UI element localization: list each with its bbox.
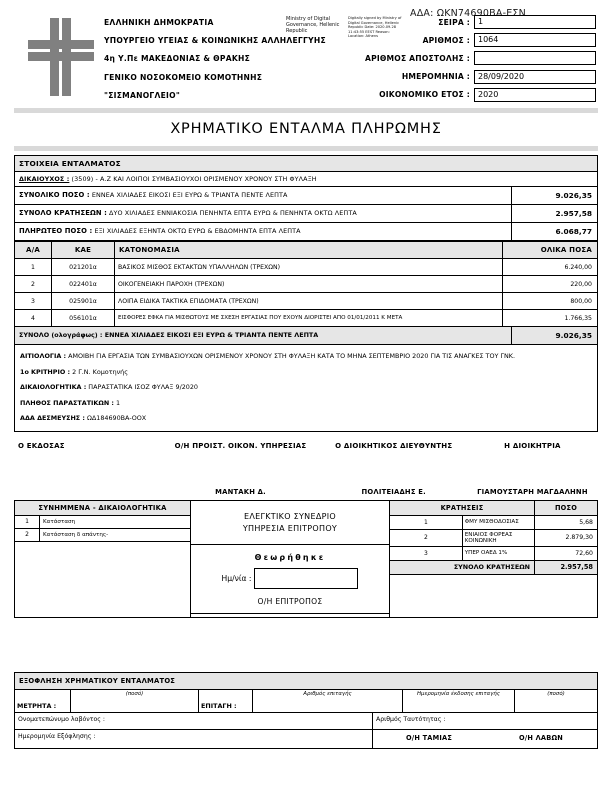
cell-desc: ΟΙΚΟΓΕΝΕΙΑΚΗ ΠΑΡΟΧΗ (ΤΡΕΧΩΝ) bbox=[115, 276, 503, 293]
cell-amount: 220,00 bbox=[503, 276, 598, 293]
cash-label: ΜΕΤΡΗΤΑ : bbox=[17, 702, 57, 710]
approved-word: Θεωρήθηκε bbox=[254, 552, 326, 562]
stamp-authority-text: Ministry of Digital Governance, Hellenic Republic bbox=[286, 16, 340, 35]
line-items-total-label: ΣΥΝΟΛΟ (ολογράφως) : ΕΝΝΕΑ ΧΙΛΙΑΔΕΣ ΕΙΚΟΣΙ ΕΞΙ ΕΥΡΩ & ΤΡΙΑΝΤΑ ΠΕΝΤΕ ΛΕΠΤΑ bbox=[19, 331, 319, 339]
deduction-name: ΥΠΕΡ ΟΑΕΔ 1% bbox=[462, 546, 534, 560]
table-row bbox=[390, 515, 597, 529]
document-count-line bbox=[20, 398, 592, 410]
supporting-docs-label: ΔΙΚΑΙΟΛΟΓΗΤΙΚΑ : bbox=[20, 383, 87, 391]
table-row bbox=[390, 529, 597, 546]
cell-amount: 800,00 bbox=[503, 293, 598, 310]
cell-kae: 021201α bbox=[52, 259, 115, 276]
ada-code: ΩΚΝ74690ΒΑ-ΕΣΝ bbox=[436, 8, 526, 19]
deductions-header-name: ΚΡΑΤΗΣΕΙΣ bbox=[390, 501, 535, 516]
cell-desc: ΕΙΣΦΟΡΕΣ ΕΦΚΑ ΓΙΑ ΜΙΣΘΩΤΟΥΣ ΜΕ ΣΧΕΣΗ ΕΡΓΑΣΙΑΣ ΠΟΥ ΕΧΟΥΝ ΔΙΟΡΙΣΤΕΙ ΑΠΟ 01/01/2011 Κ ΜΕΤΑ bbox=[115, 310, 503, 327]
summary-payable-words: ΕΞΙ ΧΙΛΙΑΔΕΣ ΕΞΗΝΤΑ ΟΚΤΩ ΕΥΡΩ & ΕΒΔΟΜΗΝΤΑ ΕΠΤΑ ΛΕΠΤΑ bbox=[94, 227, 301, 235]
commitment-ada-value: ΩΔ184690ΒΑ-ΟΟΧ bbox=[87, 414, 147, 422]
criterion-line bbox=[20, 367, 592, 379]
value-arithmos[interactable]: 1064 bbox=[474, 33, 596, 47]
check-number-hint: Αριθμός επιταγής bbox=[303, 691, 352, 697]
discharge-recipient-row bbox=[15, 713, 597, 730]
discharge-block bbox=[14, 672, 598, 749]
signature-name-admin-director: ΠΟΛΙΤΕΙΑΔΗΣ Ε. bbox=[361, 487, 426, 496]
deduction-amount: 5,68 bbox=[535, 515, 598, 529]
summary-deductions-words: ΔΥΟ ΧΙΛΙΑΔΕΣ ΕΝΝΙΑΚΟΣΙΑ ΠΕΝΗΝΤΑ ΕΠΤΑ ΕΥΡΩ & ΠΕΝΗΝΤΑ ΟΚΤΩ ΛΕΠΤΑ bbox=[109, 209, 357, 217]
signature-role-finance: Ο/Η ΠΡΟΙΣΤ. ΟΙΚΟΝ. ΥΠΗΡΕΣΙΑΣ bbox=[174, 441, 307, 450]
column-header-desc: ΚΑΤΟΝΟΜΑΣΙΑ bbox=[115, 242, 503, 259]
value-seira[interactable]: 1 bbox=[474, 15, 596, 29]
summary-total-words: ΕΝΝΕΑ ΧΙΛΙΑΔΕΣ ΕΙΚΟΣΙ ΕΞΙ ΕΥΡΩ & ΤΡΙΑΝΤΑ ΠΕΝΤΕ ΛΕΠΤΑ bbox=[91, 191, 288, 199]
attachment-index: 2 bbox=[15, 528, 40, 541]
header-fields bbox=[328, 13, 596, 104]
table-row bbox=[15, 259, 597, 276]
check-amount-hint: (ποσό) bbox=[547, 691, 565, 697]
approval-date-row bbox=[191, 568, 389, 595]
stamp-signature-details: Digitally signed by Ministry of Digital Governance, Hellenic Republic Date: 2020.09.28 11:43:55 EEST Reason: Location: Athens bbox=[348, 16, 402, 39]
summary-row-deductions bbox=[15, 205, 597, 223]
summary-deductions-label: ΣΥΝΟΛΟ ΚΡΑΤΗΣΕΩΝ : bbox=[19, 209, 107, 217]
attachment-text: Κατάσταση bbox=[40, 516, 191, 529]
audit-court-title bbox=[191, 501, 389, 545]
greek-cross-emblem-icon bbox=[28, 18, 94, 96]
document-header bbox=[0, 0, 612, 106]
deductions-header-amount: ΠΟΣΟ bbox=[535, 501, 598, 516]
deduction-index: 3 bbox=[390, 546, 462, 560]
line-items-table bbox=[15, 241, 597, 327]
value-oikonomiko-etos[interactable]: 2020 bbox=[474, 88, 596, 102]
org-line-2: ΥΠΟΥΡΓΕΙΟ ΥΓΕΙΑΣ & ΚΟΙΝΩΝΙΚΗΣ ΑΛΛΗΛΕΓΓΥΗΣ bbox=[104, 36, 326, 46]
reason-label: ΑΙΤΙΟΛΟΓΙΑ : bbox=[20, 352, 67, 360]
signature-name-governor: ΓΙΑΜΟΥΣΤΑΡΗ ΜΑΓΔΑΛΗΝΗ bbox=[477, 487, 588, 496]
deductions-table bbox=[390, 501, 597, 575]
recipient-name-label: Ονοματεπώνυμο λαβόντος : bbox=[15, 713, 373, 729]
cell-aa: 3 bbox=[15, 293, 52, 310]
audit-court-line1: ΕΛΕΓΚΤΙΚΟ ΣΥΝΕΔΡΙΟ bbox=[244, 511, 336, 521]
summary-total-text bbox=[15, 187, 511, 204]
check-amount-cell[interactable] bbox=[515, 690, 597, 712]
document-count-value: 1 bbox=[116, 398, 121, 407]
payment-date-label: Ημερομηνία Εξόφλησης : bbox=[15, 730, 373, 748]
field-row-arithmos bbox=[328, 31, 596, 49]
deduction-name: ΕΝΙΑΙΟΣ ΦΟΡΕΑΣ ΚΟΙΝΩΝΙΚΗ bbox=[462, 529, 534, 546]
cell-kae: 025901α bbox=[52, 293, 115, 310]
reason-text: ΑΜΟΙΒΗ ΓΙΑ ΕΡΓΑΣΙΑ ΤΩΝ ΣΥΜΒΑΣΙΟΥΧΩΝ ΟΡΙΣΜΕΝΟΥ ΧΡΟΝΟΥ ΣΤΗ ΦΥΛΑΞΗ ΚΑΤΑ ΤΟ ΜΗΝΑ ΣΕΠΤΕΜΒΡΙΟ 2020 ΓΙΑ ΤΙΣ ΑΝΑΓΚΕΣ ΤΟΥ ΓΝΚ. bbox=[68, 352, 515, 360]
beneficiary-value: (3509) - Α.Ζ ΚΑΙ ΛΟΙΠΟΙ ΣΥΜΒΑΣΙΟΥΧΟΙ ΟΡΙΣΜΕΝΟΥ ΧΡΟΝΟΥ ΣΤΗ ΦΥΛΑΞΗ bbox=[71, 175, 317, 183]
summary-total-label: ΣΥΝΟΛΙΚΟ ΠΟΣΟ : bbox=[19, 191, 90, 199]
signature-role-issuer: Ο ΕΚΔΟΣΑΣ bbox=[18, 441, 65, 450]
cash-amount-cell[interactable] bbox=[71, 690, 199, 712]
cashier-label: Ο/Η ΤΑΜΙΑΣ bbox=[405, 734, 453, 742]
signature-role-governor: Η ΔΙΟΙΚΗΤΡΙΑ bbox=[504, 441, 561, 450]
table-row bbox=[15, 293, 597, 310]
field-row-oikonomiko-etos bbox=[328, 86, 596, 104]
deductions-total-row bbox=[390, 560, 597, 574]
attachments-table bbox=[15, 516, 190, 542]
signature-role-admin-director: Ο ΔΙΟΙΚΗΤΙΚΟΣ ΔΙΕΥΘΥΝΤΗΣ bbox=[335, 441, 453, 450]
check-cell bbox=[199, 690, 253, 712]
cell-kae: 056101α bbox=[52, 310, 115, 327]
signature-name-issuer bbox=[16, 488, 163, 496]
document-count-label: ΠΛΗΘΟΣ ΠΑΡΑΣΤΑΤΙΚΩΝ : bbox=[20, 398, 114, 407]
discharge-header: ΕΞΟΦΛΗΣΗ ΧΡΗΜΑΤΙΚΟΥ ΕΝΤΑΛΜΑΤΟΣ bbox=[15, 673, 597, 690]
field-row-imerominia bbox=[328, 68, 596, 86]
discharge-payment-row bbox=[15, 690, 597, 713]
middle-panels bbox=[14, 500, 598, 618]
summary-deductions-text bbox=[15, 205, 511, 222]
cell-desc: ΒΑΣΙΚΟΣ ΜΙΣΘΟΣ ΕΚΤΑΚΤΩΝ ΥΠΑΛΛΗΛΩΝ (ΤΡΕΧΩΝ) bbox=[115, 259, 503, 276]
criterion-value: 2 Γ.Ν. Κομοτηνής bbox=[72, 367, 128, 376]
approval-date-label: Ημ/νία : bbox=[221, 573, 252, 583]
discharge-signers bbox=[373, 730, 597, 748]
column-header-aa: Α/Α bbox=[15, 242, 52, 259]
header-divider-bottom bbox=[14, 146, 598, 151]
beneficiary-label: ΔΙΚΑΙΟΥΧΟΣ : bbox=[19, 175, 70, 183]
page-title: ΧΡΗΜΑΤΙΚΟ ΕΝΤΑΛΜΑ ΠΛΗΡΩΜΗΣ bbox=[170, 121, 442, 137]
field-row-arithmos-apostolis bbox=[328, 49, 596, 67]
deduction-index: 2 bbox=[390, 529, 462, 546]
deductions-total-label: ΣΥΝΟΛΟ ΚΡΑΤΗΣΕΩΝ bbox=[390, 560, 535, 574]
recipient-id-label: Αριθμός Ταυτότητας : bbox=[376, 716, 446, 723]
criterion-label: 1ο ΚΡΙΤΗΡΙΟ : bbox=[20, 367, 71, 376]
table-header-row bbox=[15, 242, 597, 259]
line-items-total-row bbox=[15, 327, 597, 345]
table-row bbox=[390, 546, 597, 560]
label-seira: ΣΕΙΡΑ : bbox=[438, 17, 470, 27]
attachments-panel bbox=[14, 500, 191, 618]
deduction-name: ΦΜΥ ΜΙΣΘΟΔΟΣΙΑΣ bbox=[462, 515, 534, 529]
reason-line bbox=[20, 351, 592, 363]
cell-amount: 6.240,00 bbox=[503, 259, 598, 276]
deductions-total-amount: 2.957,58 bbox=[535, 560, 598, 574]
deduction-amount: 2.879,30 bbox=[535, 529, 598, 546]
summary-payable-label: ΠΛΗΡΩΤΕΟ ΠΟΣΟ : bbox=[19, 227, 93, 235]
summary-payable-amount: 6.068,77 bbox=[511, 223, 597, 240]
receiver-label: Ο/Η ΛΑΒΩΝ bbox=[519, 734, 563, 742]
section-band-warrant-details: ΣΤΟΙΧΕΙΑ ΕΝΤΑΛΜΑΤΟΣ bbox=[15, 156, 597, 172]
org-line-4: ΓΕΝΙΚΟ ΝΟΣΟΚΟΜΕΙΟ ΚΟΜΟΤΗΝΗΣ bbox=[104, 72, 263, 82]
cell-amount: 1.766,35 bbox=[503, 310, 598, 327]
label-arithmos-apostolis: ΑΡΙΘΜΟΣ ΑΠΟΣΤΟΛΗΣ : bbox=[365, 53, 470, 63]
approval-date-input[interactable] bbox=[254, 568, 358, 589]
deductions-header-row bbox=[390, 501, 597, 516]
column-header-amount: ΟΛΙΚΑ ΠΟΣΑ bbox=[503, 242, 598, 259]
label-arithmos: ΑΡΙΘΜΟΣ : bbox=[422, 35, 470, 45]
discharge-date-row bbox=[15, 730, 597, 748]
value-arithmos-apostolis[interactable] bbox=[474, 51, 596, 65]
column-header-kae: ΚΑΕ bbox=[52, 242, 115, 259]
audit-court-line2: ΥΠΗΡΕΣΙΑ ΕΠΙΤΡΟΠΟΥ bbox=[242, 523, 338, 533]
list-item bbox=[15, 516, 190, 529]
signature-name-finance: ΜΑΝΤΑΚΗ Δ. bbox=[215, 487, 266, 496]
summary-deductions-amount: 2.957,58 bbox=[511, 205, 597, 222]
table-row bbox=[15, 276, 597, 293]
summary-payable-text bbox=[15, 223, 511, 240]
cell-desc: ΛΟΙΠΑ ΕΙΔΙΚΑ ΤΑΚΤΙΚΑ ΕΠΙΔΟΜΑΤΑ (ΤΡΕΧΩΝ) bbox=[115, 293, 503, 310]
commitment-ada-label: ΑΔΑ ΔΕΣΜΕΥΣΗΣ : bbox=[20, 414, 85, 422]
summary-total-amount: 9.026,35 bbox=[511, 187, 597, 204]
deduction-index: 1 bbox=[390, 515, 462, 529]
summary-row-total bbox=[15, 187, 597, 205]
supporting-docs-value: ΠΑΡΑΣΤΑΤΙΚΑ ΙΣΟΖ ΦΥΛΑΞ 9/2020 bbox=[88, 383, 198, 391]
audit-court-panel bbox=[191, 500, 390, 618]
warrant-details-block bbox=[14, 155, 598, 432]
deductions-panel bbox=[390, 500, 598, 618]
attachment-index: 1 bbox=[15, 516, 40, 529]
cash-cell bbox=[15, 690, 71, 712]
signature-roles-row bbox=[16, 442, 596, 450]
org-line-5: "ΣΙΣΜΑΝΟΓΛΕΙΟ" bbox=[104, 90, 181, 100]
check-number-cell[interactable] bbox=[253, 690, 403, 712]
check-date-hint: Ημερομηνία έκδοσης επιταγής bbox=[416, 691, 500, 697]
supporting-docs-line bbox=[20, 382, 592, 394]
value-imerominia[interactable]: 28/09/2020 bbox=[474, 70, 596, 84]
line-items-total-amount: 9.026,35 bbox=[511, 327, 597, 344]
check-date-cell[interactable] bbox=[403, 690, 515, 712]
cash-amount-hint: (ποσό) bbox=[125, 691, 144, 697]
org-line-1: ΕΛΛΗΝΙΚΗ ΔΗΜΟΚΡΑΤΙΑ bbox=[104, 18, 214, 27]
commissioner-label: Ο/Η ΕΠΙΤΡΟΠΟΣ bbox=[191, 595, 389, 614]
table-row bbox=[15, 310, 597, 327]
cell-aa: 2 bbox=[15, 276, 52, 293]
cell-aa: 4 bbox=[15, 310, 52, 327]
attachment-text: Κατάσταση δ απάντης- bbox=[40, 528, 191, 541]
signature-names-row bbox=[16, 488, 596, 496]
org-line-3: 4η Υ.Πε ΜΑΚΕΔΟΝΙΑΣ & ΘΡΑΚΗΣ bbox=[104, 54, 251, 64]
cell-kae: 022401α bbox=[52, 276, 115, 293]
notes-block bbox=[15, 345, 597, 431]
check-label: ΕΠΙΤΑΓΗ : bbox=[201, 702, 237, 710]
cell-aa: 1 bbox=[15, 259, 52, 276]
commitment-ada-line bbox=[20, 413, 592, 425]
summary-row-payable bbox=[15, 223, 597, 241]
label-oikonomiko-etos: ΟΙΚΟΝΟΜΙΚΟ ΕΤΟΣ : bbox=[379, 90, 470, 100]
list-item bbox=[15, 528, 190, 541]
label-imerominia: ΗΜΕΡΟΜΗΝΙΑ : bbox=[401, 72, 470, 82]
deduction-amount: 72,60 bbox=[535, 546, 598, 560]
beneficiary-line bbox=[15, 172, 597, 187]
attachments-header: ΣΥΝΗΜΜΕΝΑ - ΔΙΚΑΙΟΛΟΓΗΤΙΚΑ bbox=[15, 501, 190, 516]
ada-prefix: ΑΔΑ: bbox=[410, 8, 434, 19]
field-row-seira bbox=[328, 13, 596, 31]
